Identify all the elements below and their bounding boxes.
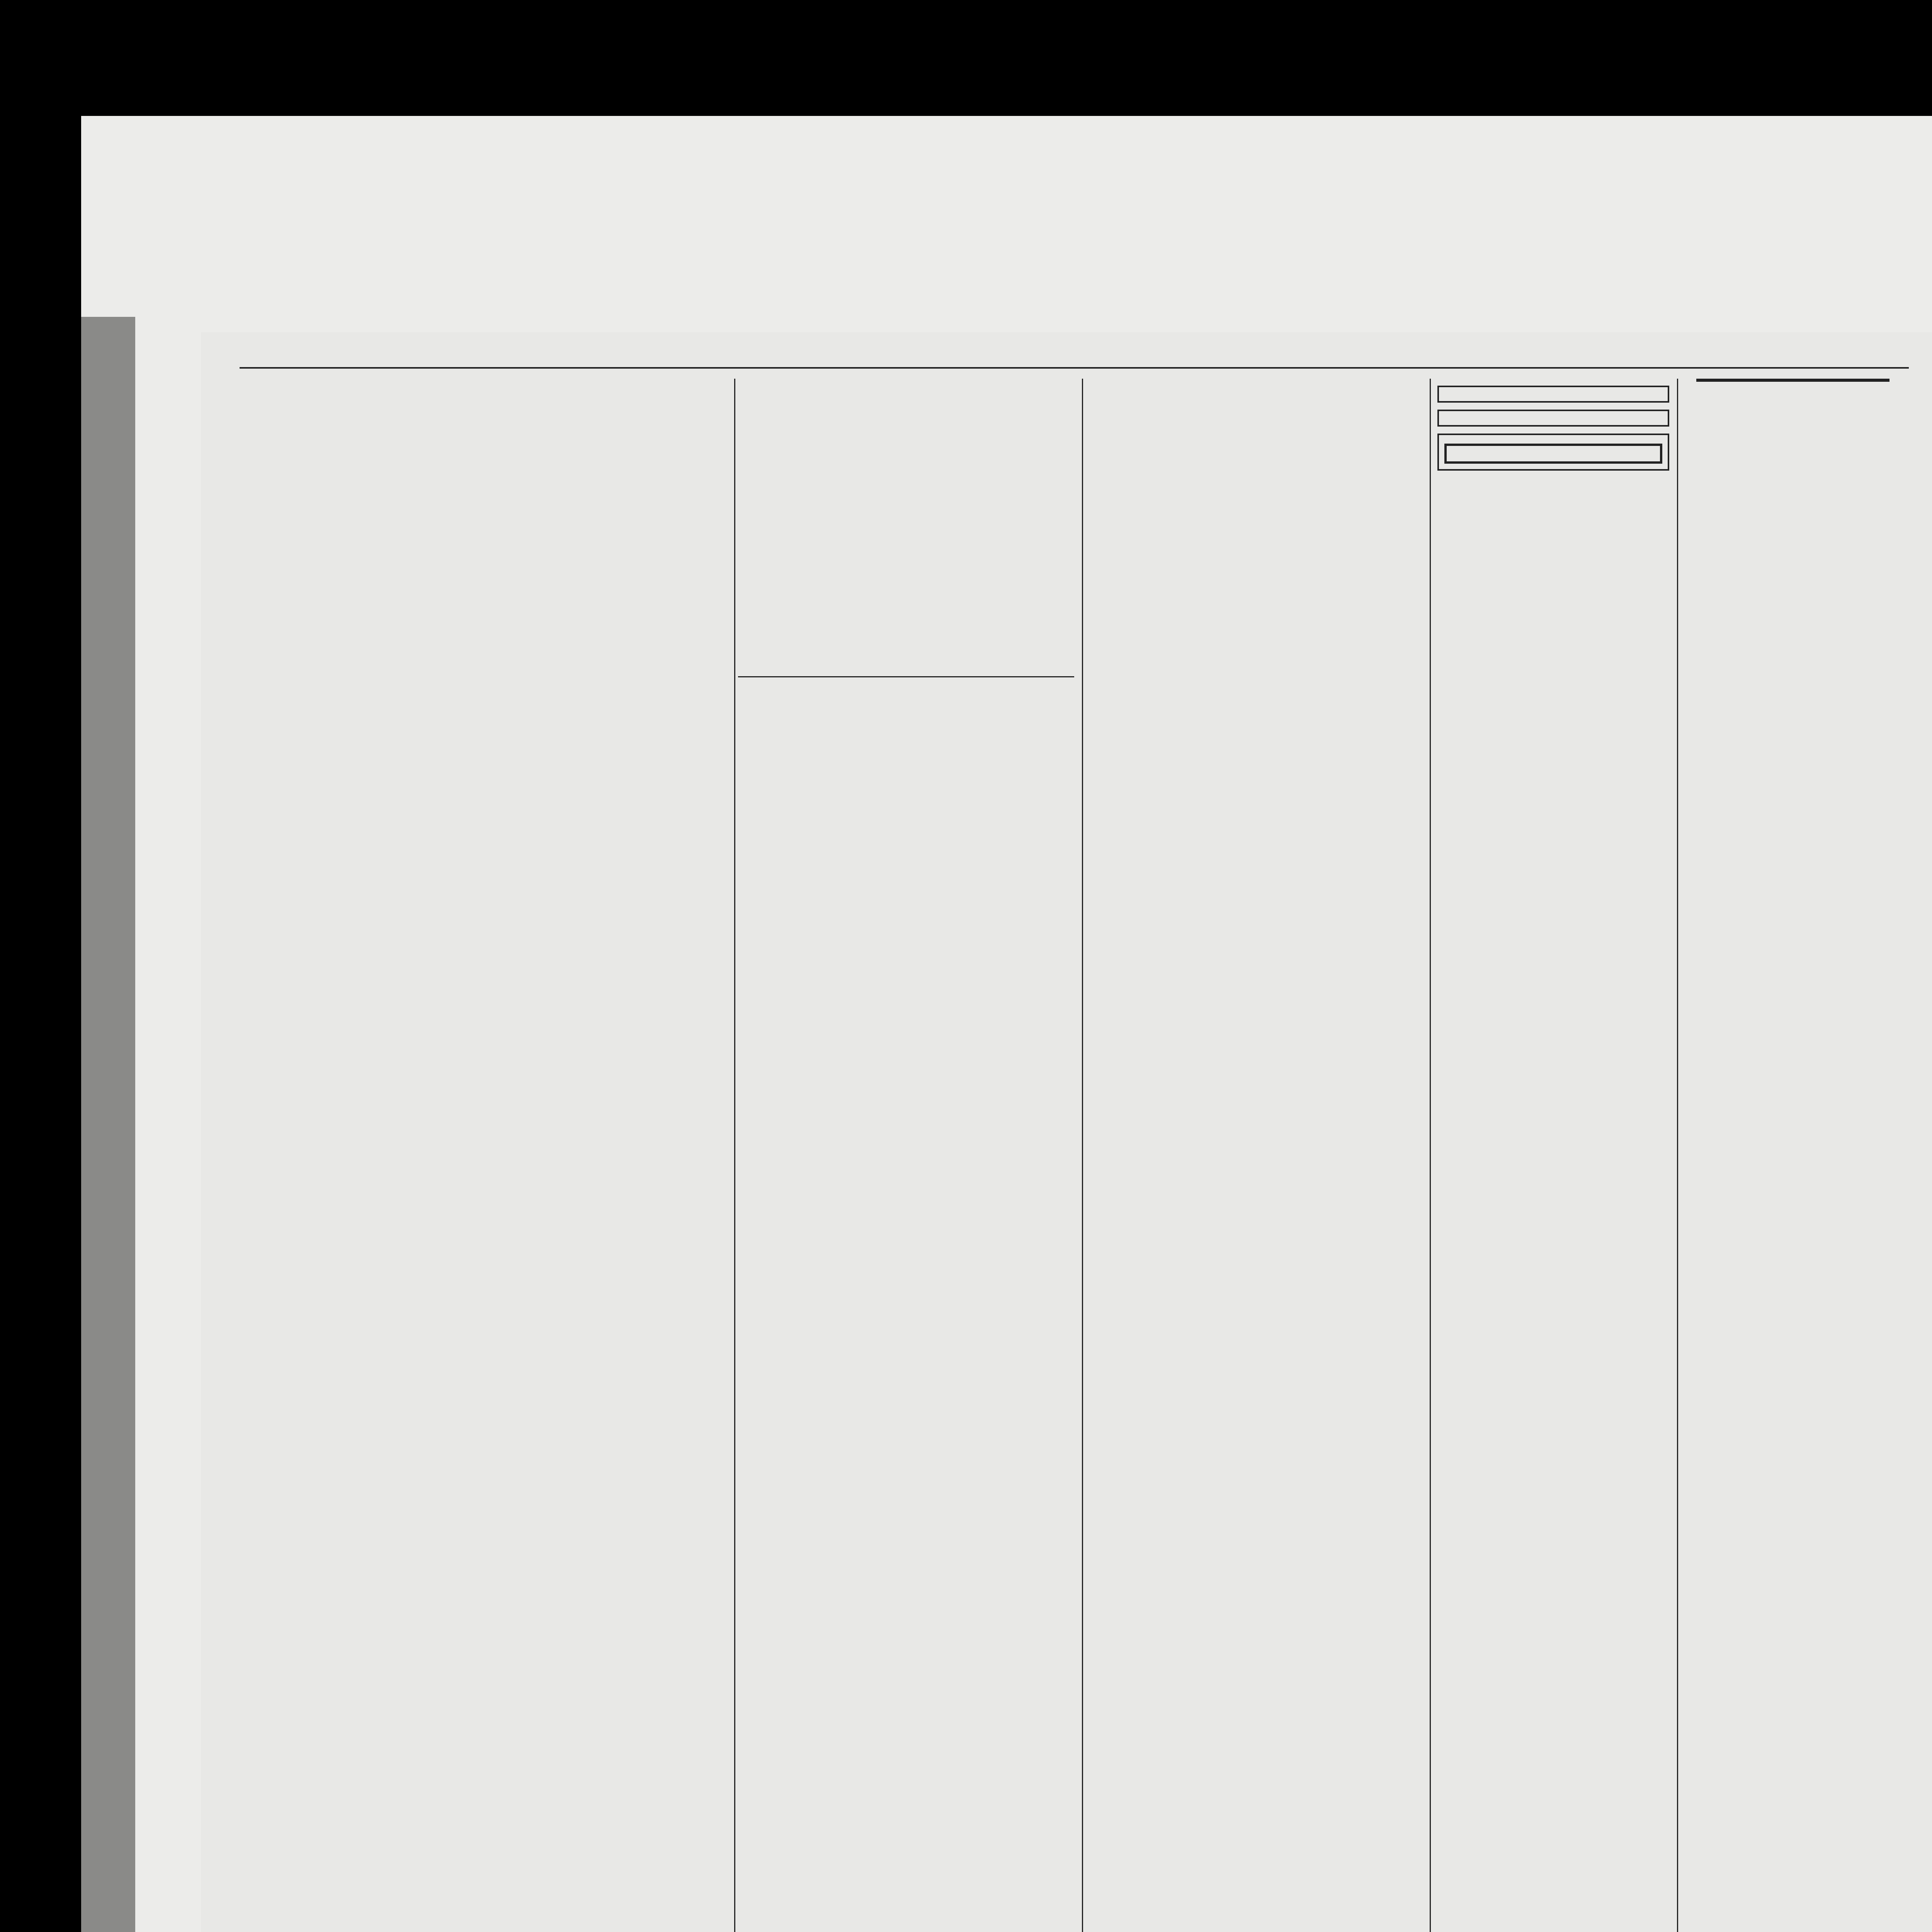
column-rule xyxy=(734,379,735,1932)
column-rule xyxy=(1430,379,1431,1932)
column-rule xyxy=(1677,379,1678,1932)
header-rule xyxy=(240,367,1909,369)
minards-logo xyxy=(1444,444,1662,464)
column-4 xyxy=(1437,379,1669,1932)
masthead-rule xyxy=(738,676,1074,677)
here-and-there-title xyxy=(1696,379,1889,382)
column-5 xyxy=(1685,379,1901,1932)
insurance-ad xyxy=(1437,410,1669,427)
column-2 xyxy=(742,696,1074,1932)
column-rule xyxy=(1082,379,1083,1932)
column-1 xyxy=(240,379,726,1932)
headache-ad xyxy=(1437,386,1669,403)
liniment-ad xyxy=(1437,434,1669,471)
page-binding-edge xyxy=(81,317,135,1932)
column-3 xyxy=(1090,379,1422,1932)
